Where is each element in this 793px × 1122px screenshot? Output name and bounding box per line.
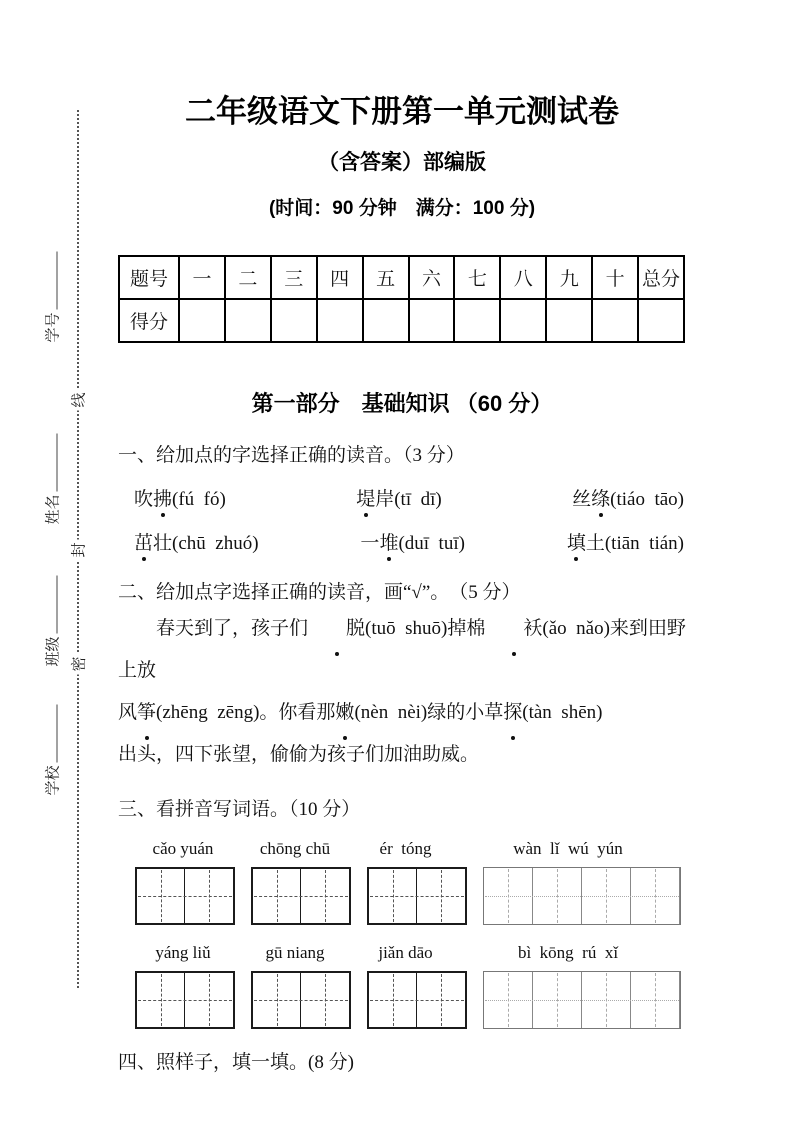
pinyin-choice: (tī dī) [394,489,442,510]
paper-content [118,0,686,1074]
score-header-cell: 三 [271,256,317,299]
score-header-cell: 六 [409,256,455,299]
score-input-cell[interactable] [179,299,225,342]
writing-grid-box[interactable] [251,867,351,925]
word-choice-item [567,528,684,555]
pinyin-choice: (tiáo tāo) [610,489,684,510]
score-table [118,255,685,343]
score-input-cell[interactable] [546,299,592,342]
seal-label-student-number [42,251,63,342]
q2-paragraph [118,608,686,776]
dotted-word [356,489,394,510]
pinyin-choice: (duī tuī) [398,533,465,554]
score-header-cell: 总分 [638,256,684,299]
char: 丝 [572,489,592,510]
writing-grid-box[interactable] [135,867,235,925]
dotted-char: 堆 [379,528,398,555]
text-segment: 出头，四下张望，偷偷为孩子们加油助威。 [118,744,480,765]
pinyin-word: gū niang [265,943,325,962]
score-input-cell[interactable] [225,299,271,342]
word-choice-item [134,528,259,555]
q4-label: 四、照样子，填一填。(8 分) [118,1052,354,1073]
paragraph-line [118,734,686,776]
text-segment: (nèn nèi)绿的小草 [354,702,504,723]
blank-line [53,704,58,762]
q1-choice-rows [118,484,686,555]
page-subtitle: （含答案）部编版 [318,151,486,174]
dotted-char: 袄 [485,608,542,650]
dotted-char: 茁 [134,528,153,555]
paragraph-line [118,692,686,734]
writing-grid-box[interactable] [367,971,467,1029]
score-input-cell[interactable] [409,299,455,342]
text-segment: (zhēng zēng)。你看那 [156,702,336,723]
dotted-word [134,489,172,510]
score-table-score-row [119,299,684,342]
q2-label: 二、给加点字选择正确的读音，画“√”。 （5 分） [118,582,521,603]
score-header-cell: 十 [592,256,638,299]
dotted-char: 嫩 [335,692,354,734]
score-table-header-row [119,256,684,299]
seal-char-feng: 封 [68,539,89,560]
pinyin-word: cǎo yuán [152,839,214,858]
writing-grid-cell[interactable] [369,973,417,1027]
score-input-cell[interactable] [317,299,363,342]
writing-grid-cell[interactable] [253,973,301,1027]
writing-grid-cell[interactable] [533,972,582,1028]
writing-grid-box[interactable] [135,971,235,1029]
blank-line [53,575,58,633]
writing-grid-cell[interactable] [137,869,185,923]
q3-grid-row-1 [135,867,686,925]
q3-grid-row-2 [135,971,686,1029]
q3-pinyin-row-1 [135,839,686,859]
seal-label-text: 学号 [45,312,62,343]
dotted-char: 脱 [308,608,365,650]
writing-grid-box[interactable] [251,971,351,1029]
score-input-cell[interactable] [638,299,684,342]
seal-char-line: 线 [68,389,89,410]
paragraph-line [118,608,686,692]
word-choice-item [572,484,684,511]
text-segment: (tuō shuō)掉棉 [365,618,486,639]
writing-grid-cell[interactable] [253,869,301,923]
score-input-cell[interactable] [271,299,317,342]
seal-label-text: 学校 [45,765,62,796]
q1-row [134,484,684,511]
writing-grid-cell[interactable] [369,869,417,923]
pinyin-word: jiǎn dāo [378,943,433,962]
section-heading: 第一部分 基础知识 （60 分） [251,391,553,416]
char: 土 [585,533,605,554]
seal-label-school [42,704,63,795]
writing-grid-cell[interactable] [631,972,680,1028]
score-row-label: 得分 [119,299,179,342]
dotted-word [360,533,398,554]
writing-grid-box[interactable] [367,867,467,925]
q1-label: 一、给加点的字选择正确的读音。（3 分） [118,445,465,466]
dotted-word [567,533,605,554]
score-header-cell: 八 [500,256,546,299]
dotted-char: 探 [503,692,522,734]
dotted-word [572,489,610,510]
writing-grid-cell[interactable] [185,869,233,923]
char: 一 [360,533,380,554]
pinyin-word: chōng chū [259,839,331,858]
pinyin-choice: (tiān tián) [604,533,684,554]
pinyin-word: ér tóng [379,839,432,858]
writing-grid-cell[interactable] [417,869,465,923]
char: 壮 [153,533,173,554]
writing-grid-cell[interactable] [185,973,233,1027]
blank-line [53,433,58,491]
word-choice-item [356,484,442,511]
text-segment: 风 [118,702,138,723]
score-header-cell: 一 [179,256,225,299]
seal-label-class [42,575,63,666]
pinyin-word: yáng liǔ [155,943,211,962]
seal-char-mi: 密 [68,653,89,674]
writing-grid-cell[interactable] [301,869,349,923]
q1-row [134,528,684,555]
dotted-char: 绦 [591,484,610,511]
score-header-cell: 四 [317,256,363,299]
writing-grid-cell[interactable] [631,868,680,924]
score-header-cell: 九 [546,256,592,299]
word-choice-item [134,484,226,511]
pinyin-choice: (chū zhuó) [172,533,259,554]
score-header-cell: 二 [225,256,271,299]
writing-grid-cell[interactable] [484,868,533,924]
text-segment: 春天到了，孩子们 [156,618,309,639]
writing-grid-cell[interactable] [417,973,465,1027]
writing-grid-box[interactable] [483,971,681,1029]
pinyin-word: wàn lǐ wú yún [513,839,623,858]
score-input-cell[interactable] [363,299,409,342]
dotted-char: 筝 [137,692,156,734]
page-title: 二年级语文下册第一单元测试卷 [185,94,619,129]
dotted-char: 填 [567,528,586,555]
dotted-char: 堤 [356,484,375,511]
writing-grid-cell[interactable] [484,972,533,1028]
char: 岸 [375,489,395,510]
seal-label-text: 班级 [45,636,62,667]
pinyin-word: bì kōng rú xǐ [517,943,619,962]
word-choice-item [360,528,465,555]
q3-label: 三、看拼音写词语。（10 分） [118,799,361,820]
writing-grid-cell[interactable] [533,868,582,924]
seal-label-text: 姓名 [45,494,62,525]
char: 吹 [134,489,154,510]
q3-pinyin-row-2 [135,943,686,963]
score-input-cell[interactable] [592,299,638,342]
writing-grid-cell[interactable] [137,973,185,1027]
score-input-cell[interactable] [454,299,500,342]
time-score-info: (时间：90 分钟 满分：100 分) [268,198,536,219]
text-segment: (ǎo nǎo)来到田野上放 [118,618,686,681]
writing-grid-box[interactable] [483,867,681,925]
score-header-cell: 七 [454,256,500,299]
writing-grid-cell[interactable] [582,972,631,1028]
writing-grid-cell[interactable] [301,973,349,1027]
score-header-cell: 五 [363,256,409,299]
pinyin-choice: (fú fó) [172,489,226,510]
score-header-label: 题号 [119,256,179,299]
dotted-word [134,533,172,554]
score-input-cell[interactable] [500,299,546,342]
text-segment: (tàn shēn) [522,702,603,723]
dotted-char: 拂 [153,484,172,511]
blank-line [53,251,58,309]
writing-grid-cell[interactable] [582,868,631,924]
seal-label-name [42,433,63,524]
